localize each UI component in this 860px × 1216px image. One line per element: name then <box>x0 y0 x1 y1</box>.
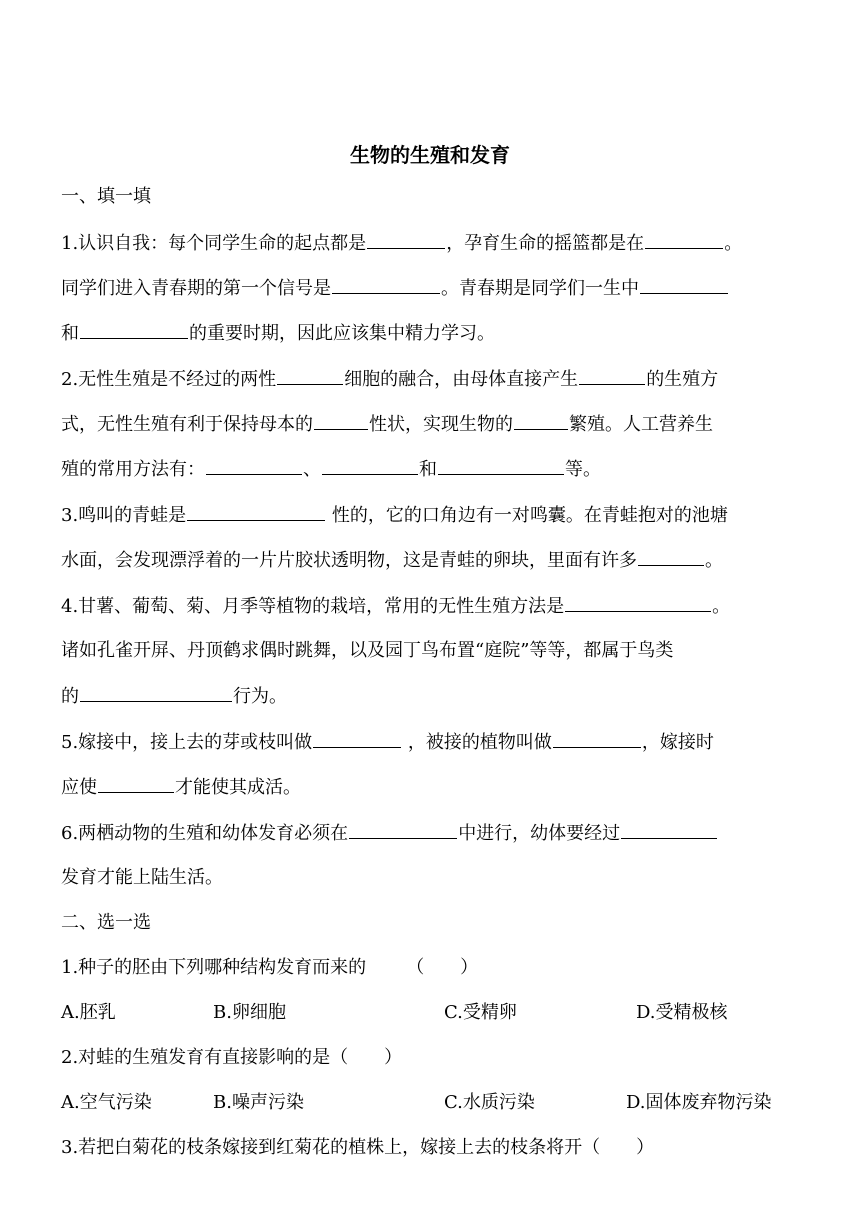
q2-text: 和 <box>419 459 437 480</box>
q5-text: ，嫁接时 <box>641 732 714 753</box>
q4-text: 4.甘薯、葡萄、菊、月季等植物的栽培，常用的无性生殖方法是 <box>61 596 565 617</box>
q2-line2 <box>61 411 713 438</box>
q2-text: 性状，实现生物的 <box>369 414 513 435</box>
mc-q2-option-a[interactable]: A.空气污染 <box>61 1092 152 1113</box>
q2-text: 殖的常用方法有： <box>61 459 205 480</box>
q5-line2 <box>61 774 301 801</box>
answer-blank[interactable] <box>80 683 232 702</box>
answer-paren[interactable]: （ ） <box>406 957 479 978</box>
q1-text: 。 <box>724 233 743 254</box>
q2-line3 <box>61 456 601 483</box>
section1-heading: 一、填一填 <box>61 186 151 207</box>
q2-text: 的生殖方 <box>646 369 719 390</box>
q1-text: 和 <box>61 323 79 344</box>
q1-line2 <box>61 275 729 302</box>
mc-q2-option-b[interactable]: B.噪声污染 <box>213 1092 304 1113</box>
q3-text: 。 <box>705 550 723 571</box>
section2-heading: 二、选一选 <box>61 912 151 933</box>
q6-line1 <box>61 820 718 847</box>
answer-blank[interactable] <box>187 502 325 521</box>
answer-blank[interactable] <box>579 366 645 385</box>
mc-q1-option-a[interactable]: A.胚乳 <box>61 1002 116 1023</box>
answer-blank[interactable] <box>640 275 728 294</box>
mc-q2-option-d[interactable]: D.固体废弃物污染 <box>626 1092 772 1113</box>
q2-text: 等。 <box>565 459 601 480</box>
q3-line2 <box>61 547 723 574</box>
answer-blank[interactable] <box>565 593 711 612</box>
q3-text: 水面，会发现漂浮着的一片片胶状透明物，这是青蛙的卵块，里面有许多 <box>61 550 637 571</box>
q1-line3 <box>61 320 495 347</box>
q3-text: 性的，它的口角边有一对鸣囊。在青蛙抱对的池塘 <box>326 505 728 526</box>
answer-blank[interactable] <box>514 411 568 430</box>
q4-line3 <box>61 683 287 710</box>
q1-text: 同学们进入青春期的第一个信号是 <box>61 278 331 299</box>
q2-text: 细胞的融合，由母体直接产生 <box>344 369 579 390</box>
q1-text: 的重要时期，因此应该集中精力学习。 <box>189 323 495 344</box>
q5-text: 才能使其成活。 <box>175 777 301 798</box>
q2-text: 繁殖。人工营养生 <box>569 414 713 435</box>
q4-line2: 诸如孔雀开屏、丹顶鹤求偶时跳舞，以及园丁鸟布置“庭院”等等，都属于鸟类 <box>61 640 674 661</box>
answer-blank[interactable] <box>332 275 440 294</box>
q5-line1 <box>61 729 714 756</box>
q6-text: 6.两栖动物的生殖和幼体发育必须在 <box>61 823 349 844</box>
answer-blank[interactable] <box>206 456 302 475</box>
q5-text: ，被接的植物叫做 <box>402 732 552 753</box>
q4-text: 行为。 <box>233 686 287 707</box>
answer-blank[interactable] <box>313 729 401 748</box>
q5-text: 应使 <box>61 777 97 798</box>
answer-blank[interactable] <box>638 547 704 566</box>
answer-blank[interactable] <box>314 411 368 430</box>
answer-blank[interactable] <box>438 456 564 475</box>
answer-blank[interactable] <box>553 729 641 748</box>
q1-line1 <box>61 230 742 257</box>
q5-text: 5.嫁接中，接上去的芽或枝叫做 <box>61 732 313 753</box>
page-title: 生物的生殖和发育 <box>350 143 510 167</box>
mc-q2-option-c[interactable]: C.水质污染 <box>444 1092 535 1113</box>
answer-blank[interactable] <box>645 230 723 249</box>
answer-blank[interactable] <box>98 774 174 793</box>
q2-text: 2.无性生殖是不经过的两性 <box>61 369 277 390</box>
mc-q3-stem: 3.若把白菊花的枝条嫁接到红菊花的植株上，嫁接上去的枝条将开（ ） <box>61 1137 655 1158</box>
mc-q1-text: 1.种子的胚由下列哪种结构发育而来的 <box>61 957 367 978</box>
answer-blank[interactable] <box>80 320 188 339</box>
q3-line1 <box>61 502 728 529</box>
mc-q1-option-c[interactable]: C.受精卵 <box>444 1002 517 1023</box>
q4-text: 。 <box>712 596 731 617</box>
mc-q1-option-b[interactable]: B.卵细胞 <box>213 1002 286 1023</box>
q1-text: ，孕育生命的摇篮都是在 <box>446 233 645 254</box>
answer-blank[interactable] <box>367 230 445 249</box>
q4-text: 的 <box>61 686 79 707</box>
mc-q1-stem <box>61 955 478 981</box>
answer-blank[interactable] <box>322 456 418 475</box>
q2-text: 式，无性生殖有利于保持母本的 <box>61 414 313 435</box>
q2-line1 <box>61 366 718 393</box>
q1-text: 。青春期是同学们一生中 <box>441 278 639 299</box>
answer-blank[interactable] <box>349 820 457 839</box>
mc-q1-option-d[interactable]: D.受精极核 <box>636 1002 728 1023</box>
answer-blank[interactable] <box>277 366 343 385</box>
mc-q2-stem: 2.对蛙的生殖发育有直接影响的是（ ） <box>61 1047 403 1068</box>
answer-blank[interactable] <box>621 820 717 839</box>
q1-text: 1.认识自我：每个同学生命的起点都是 <box>61 233 367 254</box>
q2-text: 、 <box>303 459 321 480</box>
q3-text: 3.鸣叫的青蛙是 <box>61 505 187 526</box>
q6-line2: 发育才能上陆生活。 <box>61 867 223 888</box>
q6-text: 中进行，幼体要经过 <box>458 823 621 844</box>
q4-line1 <box>61 593 730 620</box>
